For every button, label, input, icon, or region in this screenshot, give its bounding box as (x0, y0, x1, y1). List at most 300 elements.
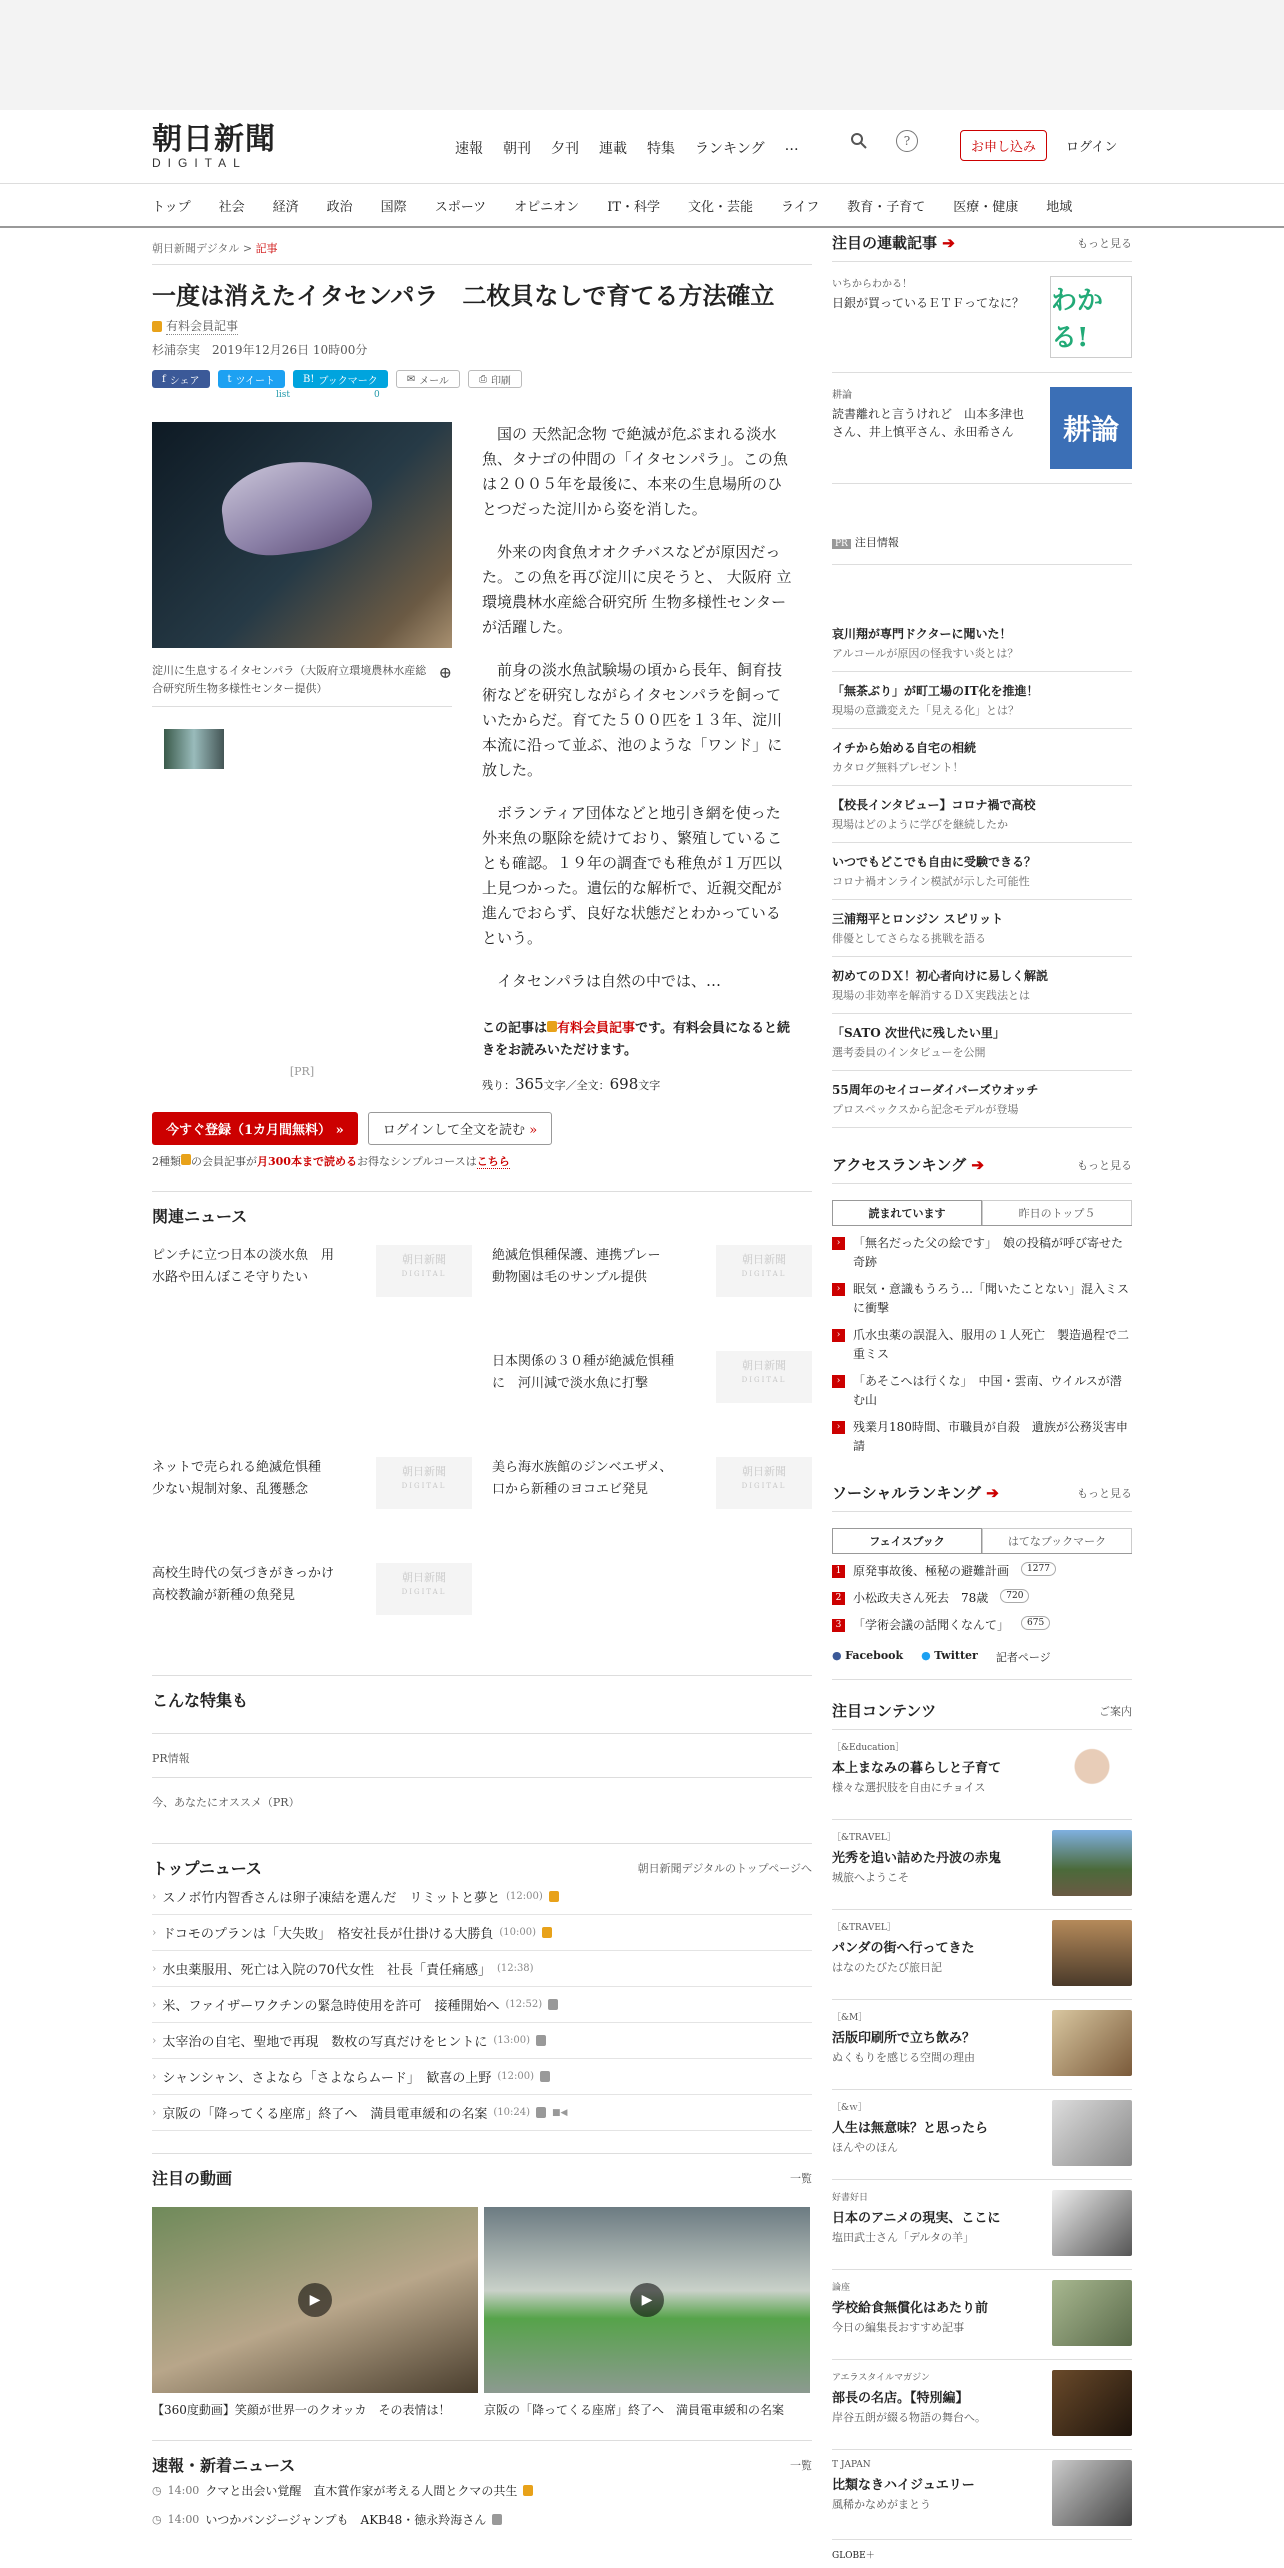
pr-item-sub: 現場の意識変えた「見える化」とは？ (832, 704, 1019, 717)
apply-button[interactable]: お申し込み (960, 130, 1047, 161)
content-image (1052, 1830, 1132, 1896)
breadcrumb-home[interactable]: 朝日新聞デジタル (152, 242, 240, 255)
lock-icon (549, 1891, 559, 1902)
remain-total: 698 (609, 1075, 639, 1093)
list-item[interactable] (152, 1951, 812, 1987)
content-image (1052, 2280, 1132, 2346)
content-sub: 様々な選択肢を自由にチョイス (832, 1781, 986, 1794)
ranking-text: 残業月180時間、市職員が自殺 遺族が公務災害申請 (853, 1420, 1128, 1453)
pr-item-title: 哀川翔が専門ドクターに聞いた！ (832, 627, 1012, 641)
cat-local[interactable]: 地域 (1046, 199, 1073, 215)
placeholder-sub: DIGITAL (401, 1482, 447, 1490)
header-icons (848, 130, 918, 152)
twitter-icon: ● (921, 1649, 931, 1662)
cat-politics[interactable]: 政治 (326, 199, 353, 215)
rank-marker: › (832, 1375, 845, 1388)
course-post: お得なシンプルコースは (356, 1155, 477, 1168)
flash-list (152, 2476, 812, 2534)
ranking-item[interactable] (832, 1372, 1132, 1410)
content-image (1052, 2190, 1132, 2256)
logo-kanji: 朝日新聞 (152, 122, 276, 157)
access-ranking-header (832, 1154, 1132, 1184)
help-icon[interactable]: ? (896, 130, 918, 152)
related-news-header (152, 1191, 812, 1227)
related-empty (152, 1351, 472, 1457)
list-item[interactable] (152, 1879, 812, 1915)
register-button[interactable] (152, 1112, 358, 1145)
videos-more-link[interactable]: 一覧 (790, 2171, 812, 2185)
remain-count: 365 (515, 1075, 544, 1093)
pr-item[interactable] (832, 957, 1132, 1014)
placeholder-sub: DIGITAL (741, 1482, 787, 1490)
photo-caption (152, 662, 452, 707)
content-item[interactable] (832, 2270, 1132, 2360)
print-label: 印刷 (490, 375, 511, 387)
pr-item-sub: コロナ禍オンライン模試が示した可能性 (832, 875, 1030, 888)
ranking-text: 「学術会議の話聞くなんて」 (853, 1618, 1010, 1632)
article-body-area (152, 422, 812, 1098)
recommend-pr: 今、あなたにオススメ（PR） (152, 1777, 812, 1821)
cta-row (152, 1112, 812, 1145)
share-bar (152, 370, 812, 388)
print-icon: ⎙ (478, 373, 487, 385)
content-sub: ぬくもりを感じる空間の理由 (832, 2051, 975, 2064)
news-time: (12:52) (505, 1999, 543, 2010)
cat-life[interactable]: ライフ (781, 199, 820, 215)
arrow-right-icon: ➔ (971, 1156, 984, 1174)
remaining-chars (482, 1072, 792, 1098)
pr-item-sub: 現場の非効率を解消するＤＸ実践法とは (832, 989, 1030, 1002)
pr-info-header (832, 516, 1132, 565)
videos-header (152, 2153, 812, 2189)
tab-yesterday[interactable]: 昨日のトップ５ (982, 1200, 1132, 1225)
cat-health[interactable]: 医療・健康 (953, 199, 1019, 215)
clock-icon: ◷ (152, 2513, 162, 2526)
chevron-right-icon: › (152, 2106, 157, 2119)
site-header (0, 110, 1284, 184)
ranking-text: 小松政夫さん死去 78歳 (853, 1591, 989, 1605)
facebook-label: シェア (169, 375, 200, 387)
ranking-item[interactable] (832, 1562, 1132, 1581)
social-more-link[interactable]: もっと見る (1077, 1486, 1132, 1500)
course-pre: 2種類 (152, 1155, 181, 1168)
video-icon: ■◀ (552, 2107, 568, 2118)
feature-header (152, 1675, 812, 1711)
cat-education[interactable]: 教育・子育て (847, 199, 926, 215)
flash-title: 速報・新着ニュース (152, 2456, 296, 2475)
pr-tag: PR (832, 539, 851, 549)
placeholder-text: 朝日新聞 (402, 1465, 446, 1478)
content-title: 人生は無意味？と思ったら (832, 2121, 989, 2136)
photo-thumbnail[interactable] (164, 729, 224, 769)
list-item[interactable] (152, 2023, 812, 2059)
social-title: ソーシャルランキング (832, 1484, 981, 1502)
placeholder-logo (376, 1457, 472, 1509)
pr-title: 注目情報 (854, 536, 899, 549)
related-item[interactable] (152, 1563, 472, 1669)
news-title: 京阪の「降ってくる座席」終了へ 満員電車緩和の名案 (162, 2107, 488, 2122)
twitter-icon: t (227, 373, 232, 385)
lock-icon (547, 1021, 557, 1032)
rank-number: 3 (832, 1619, 845, 1632)
news-title: 米、ファイザーワクチンの緊急時使用を許可 接種開始へ (162, 1999, 500, 2014)
content-image (1052, 2100, 1132, 2166)
related-item-title: 高校生時代の気づきがきっかけ 高校教諭が新種の魚発見 (152, 1566, 348, 1603)
access-tabs (832, 1200, 1132, 1226)
related-item[interactable] (152, 1245, 472, 1351)
series-image: わかる! (1050, 276, 1132, 358)
content-title: 部長の名店。【特別編】 (832, 2391, 969, 2406)
lock-icon (492, 2514, 502, 2525)
photo-caption-text: 淀川に生息するイタセンパラ（大阪府立環境農林水産総合研究所生物多様性センター提供） (152, 664, 427, 695)
flash-text: クマと出会い覚醒 直木賞作家が考える人間とクマの共生 (205, 2484, 518, 2498)
twitter-count[interactable]: list (276, 390, 290, 400)
news-time: (12:00) (497, 2071, 534, 2082)
twitter-share-button[interactable] (218, 370, 286, 388)
login-link[interactable]: ログイン (1066, 140, 1118, 155)
share-counts (152, 390, 812, 400)
facebook-icon: ● (832, 1649, 842, 1662)
content-tag: ［&TRAVEL］ (832, 1833, 896, 1843)
pr-info: PR情報 (152, 1733, 812, 1777)
content-title: 光秀を追い詰めた丹波の赤鬼 (832, 1851, 1002, 1866)
ranking-item[interactable] (832, 1616, 1132, 1635)
article-photo[interactable] (152, 422, 452, 648)
series-header (832, 232, 1132, 262)
pr-item[interactable] (832, 1014, 1132, 1071)
social-ranking-header (832, 1482, 1132, 1512)
content-item[interactable] (832, 2090, 1132, 2180)
rank-number: 2 (832, 1592, 845, 1605)
related-item-title: ピンチに立つ日本の淡水魚 用水路や田んぼこそ守りたい (152, 1248, 335, 1285)
pr-item-sub: アルコールが原因の怪我すい炎とは？ (832, 647, 1019, 660)
news-title: シャンシャン、さよなら「さよならムード」 歓喜の上野 (162, 2071, 492, 2086)
search-icon[interactable] (848, 130, 870, 152)
nav-feature[interactable]: 特集 (647, 141, 675, 157)
videos-title: 注目の動画 (152, 2169, 233, 2188)
breadcrumb-sep: > (242, 242, 253, 255)
pr-label: [PR] (289, 1065, 315, 1078)
content-title: パンダの街へ行ってきた (832, 1941, 975, 1956)
placeholder-logo (376, 1245, 472, 1297)
arrow-right-icon: ➔ (986, 1484, 999, 1502)
site-logo[interactable] (152, 124, 280, 170)
series-tag: 耕論 (832, 390, 852, 401)
course-highlight: 月300本まで読める (257, 1155, 357, 1168)
cat-culture[interactable]: 文化・芸能 (688, 199, 754, 215)
contents-more-link[interactable]: ご案内 (1099, 1704, 1132, 1718)
pr-item[interactable] (832, 843, 1132, 900)
lock-icon (536, 2107, 546, 2118)
nav-breaking[interactable]: 速報 (455, 141, 483, 157)
ranking-text: 爪水虫薬の誤混入、服用の１人死亡 製造過程で二重ミス (853, 1328, 1130, 1361)
flash-time: 14:00 (167, 2513, 200, 2526)
flash-more-link[interactable]: 一覧 (790, 2458, 812, 2472)
content-sub: 今日の編集長おすすめ記事 (832, 2321, 965, 2334)
facebook-share-button[interactable] (152, 370, 210, 388)
share-count: 720 (1000, 1589, 1029, 1603)
video-thumbnail (152, 2207, 478, 2393)
contents-title: 注目コンテンツ (832, 1702, 937, 1720)
hatena-icon: B! (303, 373, 315, 385)
flash-text: いつかバンジージャンプも AKB48・徳永羚海さん (205, 2513, 487, 2527)
clock-icon: ◷ (152, 2484, 162, 2497)
nav-ranking[interactable]: ランキング (695, 141, 765, 157)
placeholder-text: 朝日新聞 (402, 1571, 446, 1584)
placeholder-text: 朝日新聞 (742, 1465, 786, 1478)
paragraph: 国の 天然記念物 で絶滅が危ぶまれる淡水魚、タナゴの仲間の「イタセンパラ」。この魚は２００５年を最後に、本来の生息場所のひとつだった淀川から姿を消した。 (482, 425, 788, 518)
reporter-page-link[interactable]: 記者ページ (995, 1651, 1051, 1664)
topnews-title: トップニュース (152, 1859, 262, 1878)
video-caption: 【360度動画】笑顔が世界一のクオッカ その表情は！ (152, 2403, 451, 2417)
series-item[interactable] (832, 373, 1132, 484)
lock-icon (152, 321, 162, 332)
rank-marker: › (832, 1421, 845, 1434)
content-item[interactable] (832, 2360, 1132, 2450)
mail-button[interactable] (396, 370, 460, 388)
content-image (1052, 2460, 1132, 2526)
related-item-title: 絶滅危惧種保護、連携プレー 動物園は毛のサンプル提供 (492, 1248, 674, 1285)
tab-facebook[interactable]: フェイスブック (832, 1528, 982, 1553)
register-label: 今すぐ登録（1カ月間無料） (166, 1123, 332, 1138)
twitter-link-label: Twitter (934, 1649, 978, 1662)
cat-international[interactable]: 国際 (380, 199, 407, 215)
content-sub: はなのたびたび旅日記 (832, 1961, 942, 1974)
content-tag: 好書好日 (832, 2193, 869, 2203)
pr-item[interactable] (832, 900, 1132, 957)
tab-hatena[interactable]: はてなブックマーク (982, 1528, 1132, 1553)
list-item[interactable] (152, 2476, 812, 2505)
breadcrumb-current[interactable]: 記事 (255, 242, 278, 255)
series-item[interactable] (832, 262, 1132, 373)
lock-icon (523, 2485, 533, 2496)
pr-item-title: 初めてのＤＸ！初心者向けに易しく解説 (832, 969, 1049, 983)
related-item[interactable] (152, 1457, 472, 1563)
logo-sub: DIGITAL (152, 156, 247, 170)
cat-society[interactable]: 社会 (218, 199, 245, 215)
facebook-icon: f (162, 373, 166, 385)
topnews-more-link[interactable]: 朝日新聞デジタルのトップページへ (637, 1861, 812, 1875)
zoom-icon[interactable]: ⊕ (438, 663, 452, 682)
nav-morning[interactable]: 朝刊 (503, 141, 531, 157)
chevron-right-icon: › (152, 1926, 157, 1939)
cat-top[interactable]: トップ (152, 199, 191, 215)
list-item[interactable] (152, 1915, 812, 1951)
play-icon[interactable]: ▶ (630, 2283, 664, 2317)
series-title: 注目の連載記事 (832, 234, 938, 252)
paid-badge-label[interactable]: 有料会員記事 (166, 319, 239, 333)
ranking-item[interactable] (832, 1234, 1132, 1272)
ranking-item[interactable] (832, 1589, 1132, 1608)
placeholder-logo (716, 1245, 812, 1297)
content-tag: T JAPAN (832, 2460, 871, 2470)
list-item[interactable] (152, 2059, 812, 2095)
content-sub: 塩田武士さん「デルタの羊」 (832, 2231, 975, 2244)
news-title: スノボ竹内智香さんは卵子凍結を選んだ リミットと夢と (162, 1891, 501, 1906)
news-time: (13:00) (493, 2035, 531, 2046)
paragraph: 前身の淡水魚試験場の頃から長年、飼育技術などを研究しながらイタセンパラを飼っていたからだ。育てた５００匹を１３年、淀川本流に沿って並ぶ、池のような「ワンド」に放した。 (482, 661, 783, 779)
content-image (1052, 2370, 1132, 2436)
series-image: 耕論 (1050, 387, 1132, 469)
more-menu-icon[interactable]: … (784, 138, 799, 154)
pr-item[interactable] (832, 1071, 1132, 1128)
facebook-link[interactable] (832, 1649, 903, 1665)
nav-series[interactable]: 連載 (599, 141, 627, 157)
login-read-button[interactable] (368, 1112, 552, 1145)
content-tag[interactable]: GLOBE＋ (832, 2551, 875, 2561)
content-title: 日本のアニメの現実、ここに (832, 2211, 1001, 2226)
news-title: ドコモのプランは「大失敗」 格安社長が仕掛ける大勝負 (162, 1927, 494, 1942)
news-time: (12:38) (496, 1963, 534, 1974)
related-item-title: ネットで売られる絶滅危惧種 少ない規制対象、乱獲懸念 (152, 1460, 335, 1497)
related-item[interactable] (492, 1457, 812, 1563)
fish-image (216, 452, 377, 562)
pr-item-title: 【校長インタビュー】コロナ禍で高校 (832, 798, 1036, 812)
rank-number: 1 (832, 1565, 845, 1578)
news-time: (12:00) (506, 1891, 543, 1902)
arrow-right-icon: ➔ (942, 234, 955, 252)
content-item[interactable] (832, 1730, 1132, 1820)
contents-header (832, 1700, 1132, 1730)
ranking-item[interactable] (832, 1418, 1132, 1456)
facebook-link-label: Facebook (845, 1649, 904, 1662)
video-thumbnail (484, 2207, 810, 2393)
chevron-right-icon: › (152, 1962, 157, 1975)
video-card[interactable] (152, 2207, 478, 2418)
lock-icon (181, 1154, 191, 1165)
article-text (482, 422, 792, 1098)
lock-icon (540, 2071, 550, 2082)
mail-icon: ✉ (406, 373, 416, 385)
placeholder-logo (716, 1351, 812, 1403)
related-title: 関連ニュース (152, 1207, 248, 1226)
content-item[interactable] (832, 2180, 1132, 2270)
mail-label: メール (419, 375, 449, 387)
access-title: アクセスランキング (832, 1156, 967, 1174)
access-more-link[interactable]: もっと見る (1077, 1158, 1132, 1172)
share-count: 675 (1021, 1616, 1050, 1630)
content-title: 学校給食無償化はあたり前 (832, 2301, 989, 2316)
main-column (152, 232, 812, 2534)
twitter-link[interactable] (921, 1649, 978, 1665)
related-item-title: 日本関係の３０種が絶滅危惧種に 河川減で淡水魚に打撃 (492, 1354, 675, 1391)
hatena-label: ブックマーク (318, 375, 378, 387)
content-item[interactable] (832, 1910, 1132, 2000)
article-title: 一度は消えたイタセンパラ 二枚貝なしで育てる方法確立 (152, 281, 775, 310)
print-button[interactable] (468, 370, 522, 388)
placeholder-text: 朝日新聞 (742, 1253, 786, 1266)
ranking-text: 「無名だった父の絵です」 娘の投稿が呼び寄せた奇跡 (853, 1236, 1124, 1269)
flash-header (152, 2440, 812, 2476)
ranking-text: 「あそこへは行くな」 中国・雲南、ウイルスが潜む山 (853, 1374, 1122, 1407)
chevron-right-icon: › (152, 1998, 157, 2011)
video-card[interactable] (484, 2207, 810, 2418)
hatena-bookmark-button[interactable] (293, 370, 388, 388)
ranking-text: 眠気・意識もうろう…「聞いたことない」混入ミスに衝撃 (853, 1282, 1130, 1315)
content-sub: 城旅へようこそ (832, 1871, 909, 1884)
pr-item[interactable] (832, 672, 1132, 729)
pr-item-title: 「無茶ぶり」が町工場のIT化を推進！ (832, 684, 1039, 698)
series-tag: いちからわかる！ (832, 279, 912, 290)
cat-it-science[interactable]: IT・科学 (607, 199, 660, 215)
pr-item[interactable] (832, 729, 1132, 786)
topnews-header (152, 1843, 812, 1879)
remain-unit: 文字 (638, 1079, 661, 1092)
pr-item-title: 55周年のセイコーダイバーズウオッチ (832, 1083, 1039, 1097)
cat-sports[interactable]: スポーツ (434, 199, 487, 215)
content-sub: 風稀かなめがまとう (832, 2498, 931, 2511)
content-title: 本上まなみの暮らしと子育て (832, 1761, 1002, 1776)
content-sub: ほんやのほん (832, 2141, 898, 2154)
pr-item-sub: 選考委員のインタビューを公開 (832, 1046, 986, 1059)
social-ranking-list (832, 1562, 1132, 1635)
hatena-count[interactable]: 0 (374, 390, 380, 400)
pr-item-title: イチから始める自宅の相続 (832, 741, 977, 755)
placeholder-sub: DIGITAL (401, 1270, 447, 1278)
breadcrumb (152, 232, 812, 265)
ranking-item[interactable] (832, 1326, 1132, 1364)
lock-icon (542, 1927, 552, 1938)
cat-opinion[interactable]: オピニオン (514, 199, 580, 215)
social-tabs (832, 1528, 1132, 1554)
placeholder-sub: DIGITAL (401, 1588, 447, 1596)
access-ranking-list (832, 1234, 1132, 1456)
play-icon[interactable]: ▶ (298, 2283, 332, 2317)
pr-item[interactable] (832, 786, 1132, 843)
social-links (832, 1649, 1132, 1680)
remain-label: 残り： (482, 1079, 515, 1092)
pr-item-sub: プロスペックスから記念モデルが登場 (832, 1103, 1019, 1116)
flash-time: 14:00 (167, 2484, 200, 2497)
news-title: 太宰治の自宅、聖地で再現 数枚の写真だけをヒントに (162, 2035, 488, 2050)
related-item[interactable] (492, 1351, 812, 1457)
content-image (1052, 2010, 1132, 2076)
pr-item-title: いつでもどこでも自由に受験できる？ (832, 855, 1037, 869)
paragraph: イタセンパラは自然の中では、… (497, 972, 721, 990)
rank-marker: › (832, 1283, 845, 1296)
sidebar (832, 232, 1132, 2561)
content-item[interactable] (832, 2000, 1132, 2090)
list-item[interactable] (152, 2095, 812, 2131)
ranking-item[interactable] (832, 1280, 1132, 1318)
placeholder-text: 朝日新聞 (742, 1359, 786, 1372)
nav-evening[interactable]: 夕刊 (551, 141, 579, 157)
tab-read[interactable]: 読まれています (832, 1200, 982, 1225)
content-tag: ［&TRAVEL］ (832, 1923, 896, 1933)
related-item[interactable] (492, 1245, 812, 1351)
content-item[interactable] (832, 2450, 1132, 2540)
series-more-link[interactable]: もっと見る (1077, 236, 1132, 250)
ranking-text: 原発事故後、極秘の避難計画 (853, 1564, 1010, 1578)
news-time: (10:24) (493, 2107, 531, 2118)
rank-marker: › (832, 1237, 845, 1250)
content-image (1052, 1740, 1132, 1806)
placeholder-logo (376, 1563, 472, 1615)
cat-economy[interactable]: 経済 (272, 199, 299, 215)
placeholder-sub: DIGITAL (741, 1270, 787, 1278)
list-item[interactable] (152, 1987, 812, 2023)
paywall-link[interactable]: 有料会員記事 (557, 1021, 636, 1036)
pr-item[interactable] (832, 615, 1132, 672)
pr-item-sub: 俳優としてさらなる挑戦を語る (832, 932, 986, 945)
content-tag: ［&ｗ］ (832, 2103, 868, 2113)
course-link[interactable]: こちら (476, 1155, 510, 1168)
share-count: 1277 (1021, 1562, 1056, 1576)
content-item[interactable] (832, 1820, 1132, 1910)
placeholder-logo (716, 1457, 812, 1509)
list-item[interactable] (152, 2505, 812, 2534)
video-caption: 京阪の「降ってくる座席」終了へ 満員電車緩和の名案 (484, 2403, 785, 2417)
